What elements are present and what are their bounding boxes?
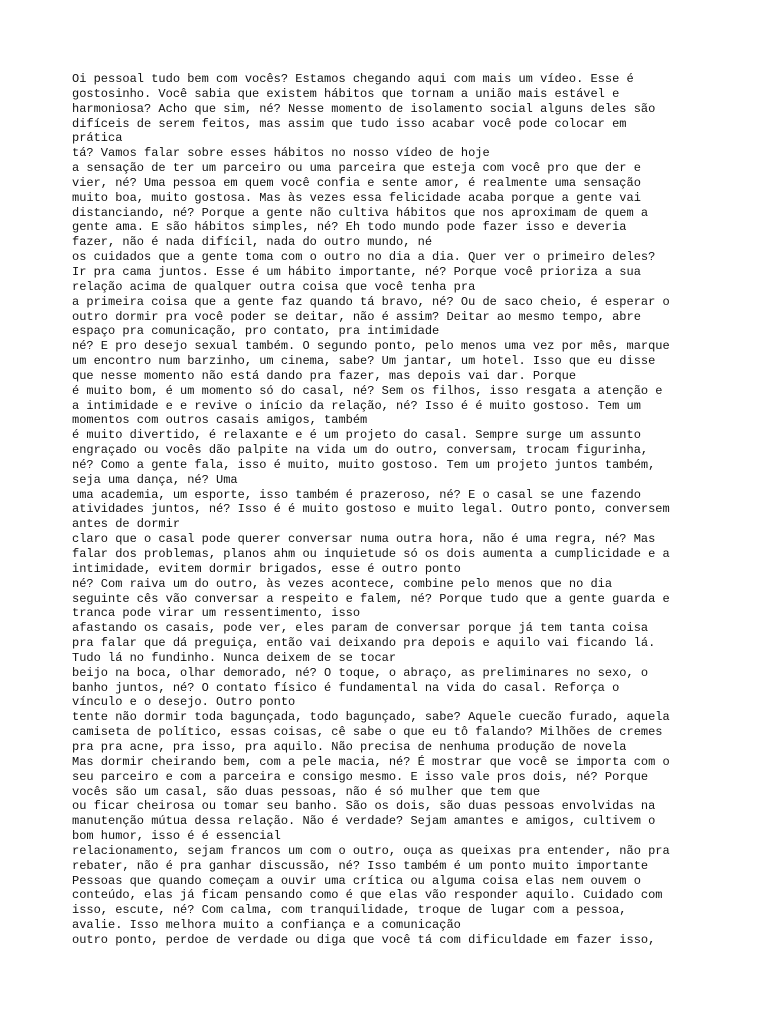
text-line: intimidade, evitem dormir brigados, esse é outro ponto (72, 561, 461, 576)
text-line: tente não dormir toda bagunçada, todo bagunçado, sabe? Aquele cuecão furado, aquela (72, 710, 670, 725)
text-line: pra falar que dá preguiça, então vai deixando pra depois e aquilo vai ficando lá. (72, 636, 656, 651)
document-page (72, 72, 704, 948)
text-line: que nesse momento não está dando pra fazer, mas depois vai dar. Porque (72, 368, 577, 383)
text-line: relação acima de qualquer outra coisa que você tenha pra (72, 279, 476, 294)
text-line: os cuidados que a gente toma com o outro no dia a dia. Quer ver o primeiro deles? (72, 250, 656, 265)
text-line: muito boa, muito gostosa. Mas às vezes essa felicidade acaba porque a gente vai (72, 190, 641, 205)
text-line: ou ficar cheirosa ou tomar seu banho. São os dois, são duas pessoas envolvidas na (72, 799, 656, 814)
text-line: outro dormir pra você poder se deitar, não é assim? Deitar ao mesmo tempo, abre (72, 309, 641, 324)
text-line: distanciando, né? Porque a gente não cultiva hábitos que nos aproximam de quem a (72, 205, 649, 220)
text-line: gostosinho. Você sabia que existem hábitos que tornam a união mais estável e (72, 86, 620, 101)
text-line: engraçado ou vocês dão palpite na vida um do outro, conversam, trocam figurinha, (72, 443, 649, 458)
text-line: é muito bom, é um momento só do casal, né? Sem os filhos, isso resgata a atenção e (72, 383, 663, 398)
text-line: né? Como a gente fala, isso é muito, muito gostoso. Tem um projeto juntos também, (72, 457, 656, 472)
text-line: atividades juntos, né? Isso é é muito gostoso e muito legal. Outro ponto, conversem (72, 502, 670, 517)
text-line: Pessoas que quando começam a ouvir uma crítica ou alguma coisa elas nem ouvem o (72, 873, 641, 888)
text-line: seja uma dança, né? Uma (72, 472, 238, 487)
text-line: manutenção mútua dessa relação. Não é verdade? Sejam amantes e amigos, cultivem o (72, 814, 656, 829)
text-line: tranca pode virar um ressentimento, isso (72, 606, 361, 621)
text-line: a primeira coisa que a gente faz quando tá bravo, né? Ou de saco cheio, é esperar o (72, 294, 670, 309)
text-line: difíceis de serem feitos, mas assim que tudo isso acabar você pode colocar em (72, 116, 627, 131)
text-line: Tudo lá no fundinho. Nunca deixem de se tocar (72, 650, 397, 665)
text-line: bom humor, isso é é essencial (72, 829, 281, 844)
text-line: espaço pra comunicação, pro contato, pra intimidade (72, 324, 440, 339)
text-line: momentos com outros casais amigos, também (72, 413, 368, 428)
text-line: vínculo e o desejo. Outro ponto (72, 695, 296, 710)
text-line: conteúdo, elas já ficam pensando como é que elas vão responder aquilo. Cuidado com (72, 888, 663, 903)
text-line: seu parceiro e com a parceira e consigo mesmo. E isso vale pros dois, né? Porque (72, 769, 649, 784)
text-line: um encontro num barzinho, um cinema, sabe? Um jantar, um hotel. Isso que eu disse (72, 354, 656, 369)
text-line: uma academia, um esporte, isso também é prazeroso, né? E o casal se une fazendo (72, 487, 641, 502)
text-line: é muito divertido, é relaxante e é um projeto do casal. Sempre surge um assunto (72, 428, 641, 443)
text-line: Ir pra cama juntos. Esse é um hábito importante, né? Porque você prioriza a sua (72, 264, 641, 279)
text-line: camiseta de político, essas coisas, cê sabe o que eu tô falando? Milhões de cremes (72, 725, 663, 740)
text-line: fazer, não é nada difícil, nada do outro mundo, né (72, 235, 433, 250)
text-line: pra pra acne, pra isso, pra aquilo. Não precisa de nenhuma produção de novela (72, 739, 627, 754)
text-line: avalie. Isso melhora muito a confiança e a comunicação (72, 918, 461, 933)
text-line: claro que o casal pode querer conversar numa outra hora, não é uma regra, né? Mas (72, 532, 656, 547)
text-line: falar dos problemas, planos ahm ou inquietude só os dois aumenta a cumplicidade e a (72, 547, 670, 561)
text-line: né? Com raiva um do outro, às vezes acontece, combine pelo menos que no dia (72, 576, 613, 591)
text-line: antes de dormir (72, 517, 181, 532)
text-line: banho juntos, né? O contato físico é fundamental na vida do casal. Reforça o (72, 680, 620, 695)
text-line: prática (72, 131, 123, 146)
text-line: Mas dormir cheirando bem, com a pele macia, né? É mostrar que você se importa com o (72, 754, 670, 769)
text-line: a intimidade e e revive o início da relação, né? Isso é é muito gostoso. Tem um (72, 398, 641, 413)
text-line: tá? Vamos falar sobre esses hábitos no nosso vídeo de hoje (72, 146, 490, 161)
text-line: né? E pro desejo sexual também. O segundo ponto, pelo menos uma vez por mês, marque (72, 339, 670, 354)
text-line: seguinte cês vão conversar a respeito e falem, né? Porque tudo que a gente guarda e (72, 591, 670, 606)
text-line: vier, né? Uma pessoa em quem você confia e sente amor, é realmente uma sensação (72, 175, 641, 190)
text-line: afastando os casais, pode ver, eles param de conversar porque já tem tanta coisa (72, 621, 649, 636)
text-line: relacionamento, sejam francos um com o outro, ouça as queixas pra entender, não pra (72, 843, 670, 858)
text-line: a sensação de ter um parceiro ou uma parceira que esteja com você pro que der e (72, 161, 641, 176)
text-line: outro ponto, perdoe de verdade ou diga que você tá com dificuldade em fazer isso, (72, 932, 656, 947)
text-line: isso, escute, né? Com calma, com tranquilidade, troque de lugar com a pessoa, (72, 903, 627, 918)
text-line: beijo na boca, olhar demorado, né? O toque, o abraço, as preliminares no sexo, o (72, 665, 649, 680)
text-line: Oi pessoal tudo bem com vocês? Estamos chegando aqui com mais um vídeo. Esse é (72, 72, 634, 86)
text-line: rebater, não é pra ganhar discussão, né? Isso também é um ponto muito importante (72, 858, 649, 873)
text-line: harmoniosa? Acho que sim, né? Nesse momento de isolamento social alguns deles são (72, 101, 656, 116)
text-line: vocês são um casal, são duas pessoas, não é só mulher que tem que (72, 784, 541, 799)
text-line: gente ama. E são hábitos simples, né? Eh todo mundo pode fazer isso e deveria (72, 220, 627, 235)
